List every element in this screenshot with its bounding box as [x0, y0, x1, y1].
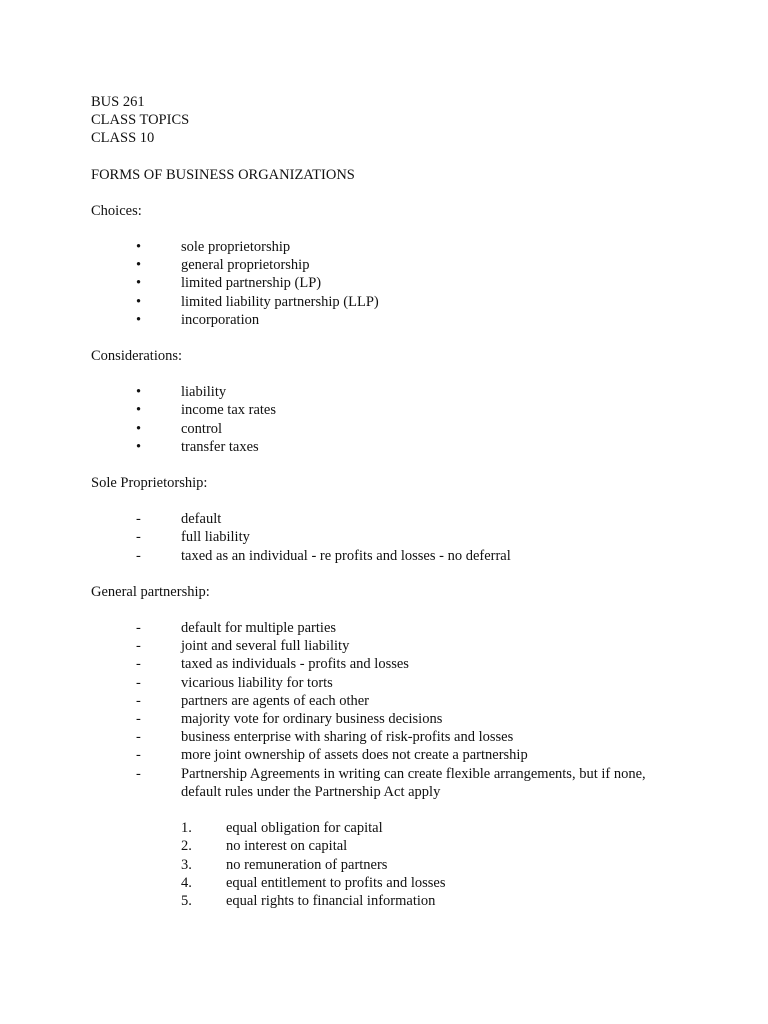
dash-marker: -: [136, 711, 141, 728]
dash-marker: -: [136, 765, 141, 782]
bullet-marker: •: [136, 239, 142, 256]
item-number: 4.: [181, 874, 192, 891]
list-item-text: limited partnership (LP): [181, 275, 322, 292]
numbered-item-text: no interest on capital: [226, 838, 348, 855]
list-item-text: income tax rates: [181, 402, 277, 419]
bullet-marker: •: [136, 257, 142, 274]
considerations-heading: Considerations:: [91, 348, 183, 365]
dash-marker: -: [136, 547, 141, 564]
list-item: [91, 438, 711, 456]
bullet-marker: •: [136, 293, 142, 310]
considerations-list: [91, 383, 711, 456]
list-item: [91, 420, 711, 438]
class-topics-label: CLASS TOPICS: [91, 112, 190, 129]
numbered-item: [91, 819, 711, 837]
list-item: [91, 293, 711, 311]
general-partnership-heading: General partnership:: [91, 583, 210, 600]
numbered-item: [91, 874, 711, 892]
dash-marker: -: [136, 656, 141, 673]
list-item-text: liability: [181, 384, 227, 401]
dash-marker: -: [136, 729, 141, 746]
bullet-marker: •: [136, 402, 142, 419]
list-item: [91, 728, 711, 746]
bullet-marker: •: [136, 420, 142, 437]
document-body: [91, 93, 711, 910]
list-item: [91, 746, 711, 764]
list-item-text: incorporation: [181, 311, 260, 328]
bullet-marker: •: [136, 311, 142, 328]
list-item-text: joint and several full liability: [181, 638, 350, 655]
course-code: BUS 261: [91, 94, 145, 110]
list-item-text: partners are agents of each other: [181, 692, 369, 709]
list-item: [91, 256, 711, 274]
dash-marker: -: [136, 511, 141, 528]
list-item-text: taxed as individuals - profits and losses: [181, 656, 409, 673]
general-partnership-list: [91, 619, 711, 801]
list-item: [91, 674, 711, 692]
class-number: CLASS 10: [91, 130, 155, 147]
list-item: [91, 528, 711, 546]
list-item: [91, 274, 711, 292]
numbered-item-text: equal rights to financial information: [226, 892, 436, 909]
dash-marker: -: [136, 529, 141, 546]
list-item-text: sole proprietorship: [181, 239, 291, 256]
list-item-text: taxed as an individual - re profits and losses - no deferral: [181, 547, 511, 564]
numbered-item-text: equal entitlement to profits and losses: [226, 874, 446, 891]
bullet-marker: •: [136, 275, 142, 292]
list-item: [91, 710, 711, 728]
numbered-item: [91, 837, 711, 855]
sole-proprietorship-list: [91, 510, 711, 565]
item-number: 5.: [181, 892, 192, 909]
list-item: [91, 238, 711, 256]
numbered-item-text: equal obligation for capital: [226, 820, 383, 837]
list-item-text: limited liability partnership (LLP): [181, 293, 379, 310]
list-item: [91, 510, 711, 528]
list-item-text: Partnership Agreements in writing can create flexible arrangements, but if none, default rules under the Partnership Act apply: [181, 765, 646, 800]
list-item-text: transfer taxes: [181, 438, 259, 455]
list-item-text: default for multiple parties: [181, 620, 337, 637]
choices-heading: Choices:: [91, 202, 142, 219]
list-item: [91, 637, 711, 655]
bullet-marker: •: [136, 384, 142, 401]
list-item-text: general proprietorship: [181, 257, 310, 274]
list-item: [91, 619, 711, 637]
list-item-text: full liability: [181, 529, 250, 546]
item-number: 1.: [181, 820, 192, 837]
item-number: 3.: [181, 856, 192, 873]
document-title: FORMS OF BUSINESS ORGANIZATIONS: [91, 166, 355, 183]
list-item: [91, 692, 711, 710]
dash-marker: -: [136, 674, 141, 691]
list-item: [91, 401, 711, 419]
dash-marker: -: [136, 747, 141, 764]
dash-marker: -: [136, 638, 141, 655]
numbered-item-text: no remuneration of partners: [226, 856, 388, 873]
list-item-text: more joint ownership of assets does not create a partnership: [181, 747, 528, 764]
numbered-item: [91, 892, 711, 910]
list-item: [91, 655, 711, 673]
list-item-text: majority vote for ordinary business decisions: [181, 711, 443, 728]
item-number: 2.: [181, 838, 192, 855]
choices-list: [91, 238, 711, 329]
list-item-text: business enterprise with sharing of risk-profits and losses: [181, 729, 514, 746]
list-item: [91, 383, 711, 401]
bullet-marker: •: [136, 438, 142, 455]
dash-marker: -: [136, 692, 141, 709]
sole-proprietorship-heading: Sole Proprietorship:: [91, 475, 208, 492]
list-item: [91, 311, 711, 329]
list-item-text: vicarious liability for torts: [181, 674, 333, 691]
list-item-text: default: [181, 511, 222, 528]
list-item: [91, 547, 711, 565]
default-rules-list: [91, 819, 711, 910]
dash-marker: -: [136, 620, 141, 637]
numbered-item: [91, 856, 711, 874]
list-item-text: control: [181, 420, 223, 437]
list-item: [91, 765, 711, 801]
